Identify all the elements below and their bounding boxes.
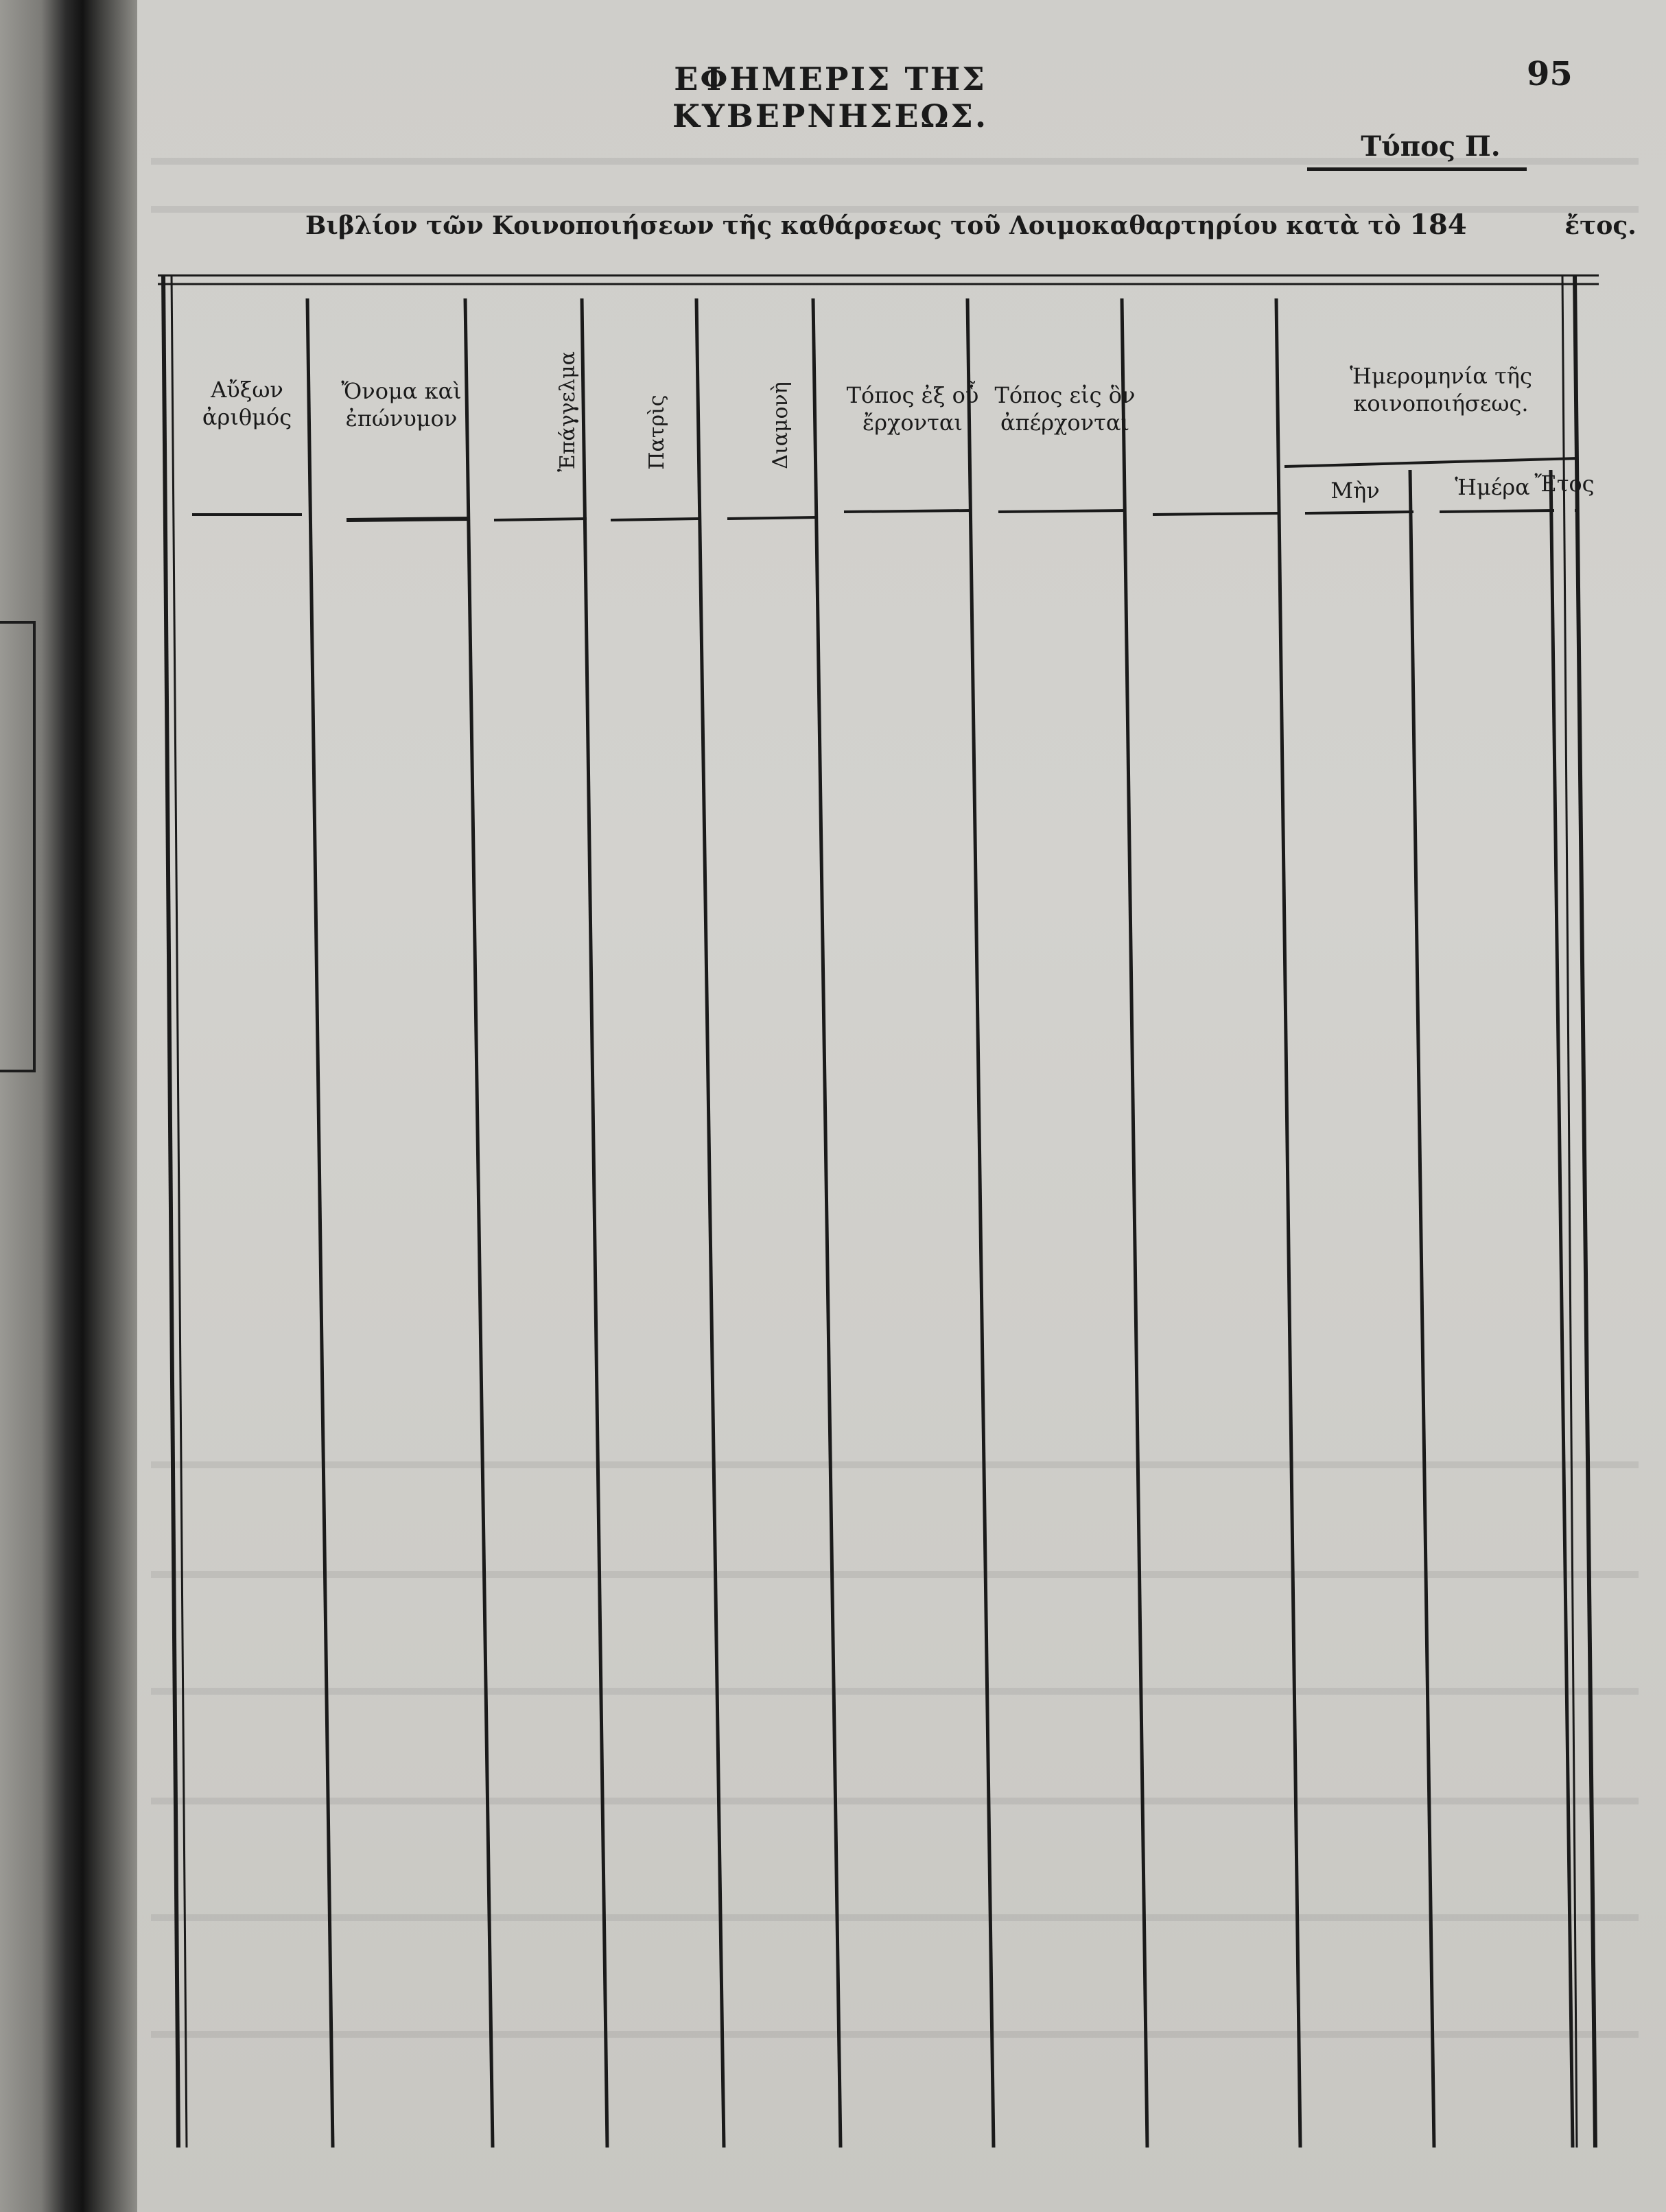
col-header-line: Τόπος εἰς ὃν — [994, 382, 1136, 408]
col-header-month: Μὴν — [1330, 478, 1380, 504]
register-year-suffix: ἔτος. — [1564, 211, 1636, 240]
form-type-rule — [1307, 167, 1527, 171]
col-header-year: Ἔτος — [1534, 471, 1595, 497]
gazette-title: ΕΦΗΜΕΡΙΣ ΤΗΣ ΚΥΒΕΡΝΗΣΕΩΣ. — [672, 60, 988, 134]
page-number: 95 — [1527, 55, 1573, 93]
col-header-line: Ὄνομα καὶ — [341, 378, 462, 404]
col-header-residence: Διαμονὴ — [769, 381, 793, 469]
col-header-destination — [989, 381, 1140, 436]
col-header-line: ἀπέρχονται — [1000, 410, 1129, 436]
register-title — [305, 209, 1636, 241]
form-type-label: Τύπος Π. — [1361, 130, 1501, 163]
ledger-rules — [158, 274, 1599, 2148]
col-header-line: ἔρχονται — [863, 410, 963, 436]
col-header-line: Αὔξων — [211, 377, 283, 403]
col-header-line: Τόπος ἐξ οὗ — [846, 382, 979, 408]
register-year: 184 — [1409, 209, 1467, 241]
col-header-day: Ἡμέρα — [1455, 474, 1530, 500]
gutter-bracket — [0, 621, 36, 1072]
document-page — [137, 0, 1666, 2212]
register-title-text: Βιβλίον τῶν Κοινοποιήσεων τῆς καθάρσεως τοῦ Λοιμοκαθαρτηρίου κατὰ τὸ — [305, 211, 1401, 240]
book-gutter — [0, 0, 137, 2212]
col-header-profession: Ἐπάγγελμα — [556, 351, 580, 472]
col-header-homeland: Πατρὶς — [645, 395, 669, 470]
col-header-serial-number — [185, 376, 309, 431]
col-header-line: ἀριθμός — [202, 404, 292, 430]
col-header-place-of-origin — [837, 381, 988, 436]
col-header-full-name — [329, 377, 473, 432]
col-header-notification-date: Ἡμερομηνία τῆς κοινοποιήσεως. — [1350, 363, 1532, 416]
notification-ledger-table — [158, 274, 1599, 2148]
col-header-line: ἐπώνυμον — [345, 405, 458, 432]
